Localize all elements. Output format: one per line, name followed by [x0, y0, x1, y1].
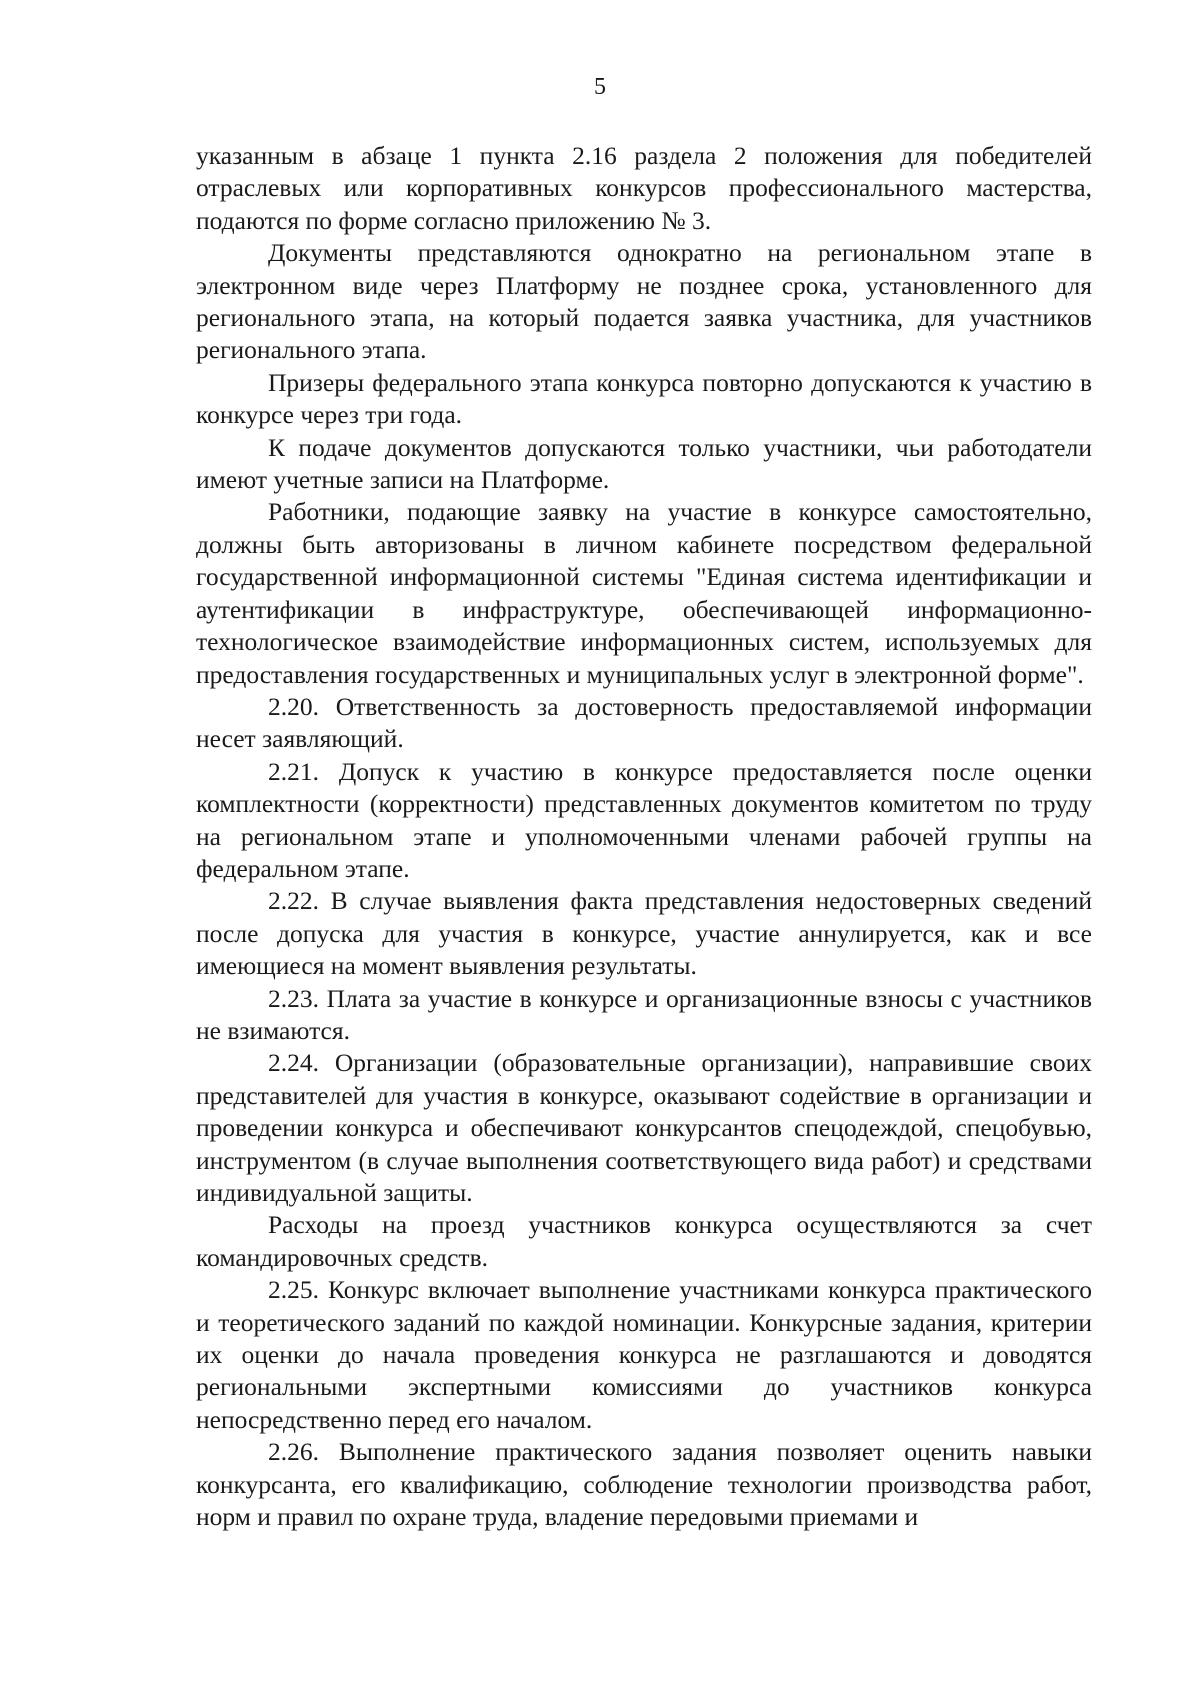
paragraph-federal-prizewinners: Призеры федерального этапа конкурса повторно допускаются к участию в конкурсе через три года.: [196, 367, 1092, 430]
paragraph-2-21: 2.21. Допуск к участию в конкурсе предоставляется после оценки комплектности (корректности) представленных документов комитетом по труду на региональном этапе и уполномоченными членами рабочей группы на федеральном этапе.: [196, 756, 1092, 883]
document-body: [196, 140, 1092, 1533]
paragraph-documents-submission: Документы представляются однократно на региональном этапе в электронном виде через Платформу не позднее срока, установленного для регионального этапа, на который подается заявка участника, для участников регионального этапа.: [196, 238, 1092, 365]
paragraph-2-22: 2.22. В случае выявления факта представления недостоверных сведений после допуска для участия в конкурсе, участие аннулируется, как и все имеющиеся на момент выявления результаты.: [196, 886, 1092, 981]
page-number: 5: [594, 74, 606, 100]
paragraph-2-23: 2.23. Плата за участие в конкурсе и организационные взносы с участников не взимаются.: [196, 983, 1092, 1045]
paragraph-self-applicants: Работники, подающие заявку на участие в конкурсе самостоятельно, должны быть авторизованы в личном кабинете посредством федеральной государственной информационной системы "Единая система идентификации и аутентификации в инфраструктуре, обеспечивающей информационно-технологическое взаимодействие информационных систем, используемых для предоставления государственных и муниципальных услуг в электронной форме".: [196, 497, 1092, 689]
paragraph-2-25: 2.25. Конкурс включает выполнение участниками конкурса практического и теоретического заданий по каждой номинации. Конкурсные задания, критерии их оценки до начала проведения конкурса не разглашаются и доводятся региональными экспертными комиссиями до участников конкурса непосредственно перед его началом.: [196, 1275, 1092, 1434]
paragraph-continuation: указанным в абзаце 1 пункта 2.16 раздела 2 положения для победителей отраслевых или корпоративных конкурсов профессионального мастерства, подаются по форме согласно приложению № 3.: [196, 141, 1092, 235]
paragraph-2-24: 2.24. Организации (образовательные организации), направившие своих представителей для участия в конкурсе, оказывают содействие в организации и проведении конкурса и обеспечивают конкурсантов спецодеждой, спецобувью, инструментом (в случае выполнения соответствующего вида работ) и средствами индивидуальной защиты.: [196, 1048, 1092, 1207]
paragraph-travel-expenses: Расходы на проезд участников конкурса осуществляются за счет командировочных средств.: [196, 1210, 1092, 1272]
paragraph-2-20: 2.20. Ответственность за достоверность предоставляемой информации несет заявляющий.: [196, 691, 1092, 754]
paragraph-employer-accounts: К подаче документов допускаются только участники, чьи работодатели имеют учетные записи на Платформе.: [196, 432, 1092, 495]
paragraph-2-26: 2.26. Выполнение практического задания позволяет оценить навыки конкурсанта, его квалификацию, соблюдение технологии производства работ, норм и правил по охране труда, владение передовыми приемами и: [196, 1437, 1092, 1532]
